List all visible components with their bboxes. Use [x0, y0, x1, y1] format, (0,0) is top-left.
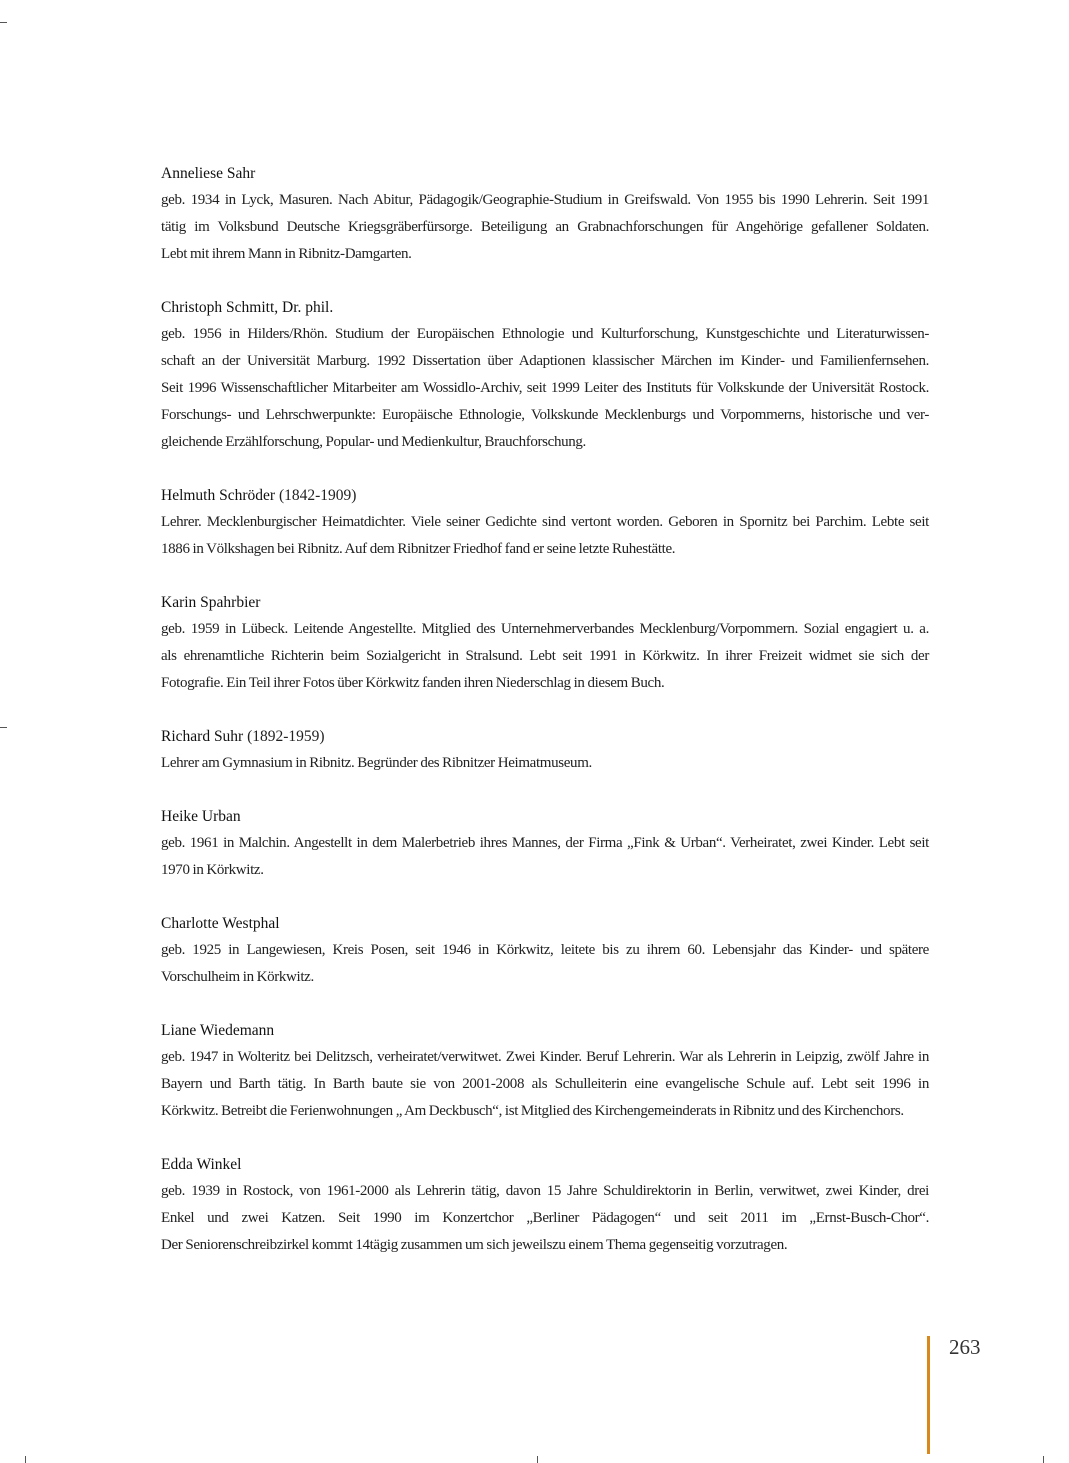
- life-dates: (1842-1909): [278, 487, 357, 504]
- text-line: Fotografie. Ein Teil ihrer Fotos über Körkwitz fanden ihren Niederschlag in diesem Buch.: [161, 675, 665, 691]
- text-line: tätig im Volksbund Deutsche Kriegsgräberfürsorge. Beteiligung an Grabnachforschungen für Angehörige gefallener Soldaten.: [161, 219, 929, 235]
- person-name: Helmuth Schröder: [161, 487, 276, 504]
- text-line: als ehrenamtliche Richterin beim Sozialgericht in Stralsund. Lebt seit 1991 in Körkwitz. In ihrer Freizeit widmet sie sich der: [161, 648, 929, 664]
- biography-list: [161, 160, 929, 1285]
- entry-heading: [161, 1017, 929, 1044]
- crop-mark: [25, 1456, 26, 1463]
- biography-entry: [161, 160, 929, 268]
- biography-entry: [161, 1017, 929, 1125]
- text-line: gleichende Erzählforschung, Popular- und Medienkultur, Brauchforschung.: [161, 434, 586, 450]
- text-line: geb. 1947 in Wolteritz bei Delitzsch, verheiratet/verwitwet. Zwei Kinder. Beruf Lehrerin. War als Lehrerin in Leipzig, zwölf Jahre in: [161, 1049, 929, 1065]
- biography-text: [161, 937, 929, 991]
- biography-entry: [161, 910, 929, 991]
- text-line: Lehrer. Mecklenburgischer Heimatdichter. Viele seiner Gedichte sind vertont worden. Geboren in Spornitz bei Parchim. Lebte seit: [161, 514, 929, 530]
- crop-mark: [1043, 1456, 1044, 1463]
- biography-entry: [161, 1151, 929, 1259]
- entry-heading: [161, 1151, 929, 1178]
- text-line: Lehrer am Gymnasium in Ribnitz. Begründer des Ribnitzer Heimatmuseum.: [161, 755, 592, 771]
- entry-heading: [161, 160, 929, 187]
- biography-entry: [161, 803, 929, 884]
- biography-entry: [161, 589, 929, 697]
- text-line: Seit 1996 Wissenschaftlicher Mitarbeiter am Wossidlo-Archiv, seit 1999 Leiter des Instituts für Volkskunde der Universität Rostock.: [161, 380, 929, 396]
- biography-text: [161, 750, 929, 777]
- text-line: Lebt mit ihrem Mann in Ribnitz-Damgarten.: [161, 246, 412, 262]
- text-line: geb. 1959 in Lübeck. Leitende Angestellte. Mitglied des Unternehmerverbandes Mecklenburg/Vorpommern. Sozial engagiert u. a.: [161, 621, 929, 637]
- entry-heading: [161, 910, 929, 937]
- text-line: geb. 1925 in Langewiesen, Kreis Posen, seit 1946 in Körkwitz, leitete bis zu ihrem 60. Lebensjahr das Kinder- und spätere: [161, 942, 929, 958]
- text-line: 1970 in Körkwitz.: [161, 862, 264, 878]
- person-name: Heike Urban: [161, 808, 241, 825]
- person-name: Edda Winkel: [161, 1156, 242, 1173]
- page-number-rule: [927, 1336, 930, 1454]
- biography-text: [161, 321, 929, 456]
- biography-text: [161, 187, 929, 268]
- text-line: Forschungs- und Lehrschwerpunkte: Europäische Ethnologie, Volkskunde Mecklenburgs und Vorpommerns, historische und ver-: [161, 407, 929, 423]
- page-number: 263: [949, 1335, 981, 1359]
- biography-text: [161, 1044, 929, 1125]
- entry-heading: [161, 294, 929, 321]
- person-name: Anneliese Sahr: [161, 165, 256, 182]
- biography-text: [161, 830, 929, 884]
- text-line: geb. 1961 in Malchin. Angestellt in dem Malerbetrieb ihres Mannes, der Firma „Fink & Urban“. Verheiratet, zwei Kinder. Lebt seit: [161, 835, 929, 851]
- biography-entry: [161, 482, 929, 563]
- text-line: Enkel und zwei Katzen. Seit 1990 im Konzertchor „Berliner Pädagogen“ und seit 2011 im „Ernst-Busch-Chor“.: [161, 1210, 929, 1226]
- crop-mark: [0, 22, 7, 23]
- person-name: Christoph Schmitt, Dr. phil.: [161, 299, 334, 316]
- text-line: Bayern und Barth tätig. In Barth baute sie von 2001-2008 als Schulleiterin eine evangelische Schule auf. Lebt seit 1996 in: [161, 1076, 929, 1092]
- entry-heading: [161, 803, 929, 830]
- entry-heading: [161, 589, 929, 616]
- text-line: geb. 1956 in Hilders/Rhön. Studium der Europäischen Ethnologie und Kulturforschung, Kunstgeschichte und Literaturwissen-: [161, 326, 929, 342]
- entry-heading: [161, 482, 929, 509]
- crop-mark: [0, 727, 7, 728]
- life-dates: (1892-1959): [247, 728, 325, 745]
- text-line: schaft an der Universität Marburg. 1992 Dissertation über Adaptionen klassischer Märchen im Kinder- und Familienfernsehen.: [161, 353, 929, 369]
- biography-text: [161, 1178, 929, 1259]
- biography-text: [161, 509, 929, 563]
- biography-entry: [161, 723, 929, 777]
- entry-heading: [161, 723, 929, 750]
- crop-mark: [537, 1456, 538, 1463]
- person-name: Richard Suhr: [161, 728, 244, 745]
- biography-text: [161, 616, 929, 697]
- text-line: Der Seniorenschreibzirkel kommt 14tägig zusammen um sich jeweilszu einem Thema gegenseitig vorzutragen.: [161, 1237, 788, 1253]
- biography-entry: [161, 294, 929, 456]
- text-line: Körkwitz. Betreibt die Ferienwohnungen „ Am Deckbusch“, ist Mitglied des Kirchengemeinderats in Ribnitz und des Kirchenchors.: [161, 1103, 904, 1119]
- person-name: Liane Wiedemann: [161, 1022, 275, 1039]
- person-name: Karin Spahrbier: [161, 594, 261, 611]
- text-line: 1886 in Völkshagen bei Ribnitz. Auf dem Ribnitzer Friedhof fand er seine letzte Ruhestätte.: [161, 541, 676, 557]
- text-line: geb. 1939 in Rostock, von 1961-2000 als Lehrerin tätig, davon 15 Jahre Schuldirektorin in Berlin, verwitwet, zwei Kinder, drei: [161, 1183, 929, 1199]
- text-line: geb. 1934 in Lyck, Masuren. Nach Abitur, Pädagogik/Geographie-Studium in Greifswald. Von 1955 bis 1990 Lehrerin. Seit 1991: [161, 192, 929, 208]
- person-name: Charlotte Westphal: [161, 915, 280, 932]
- text-line: Vorschulheim in Körkwitz.: [161, 969, 314, 985]
